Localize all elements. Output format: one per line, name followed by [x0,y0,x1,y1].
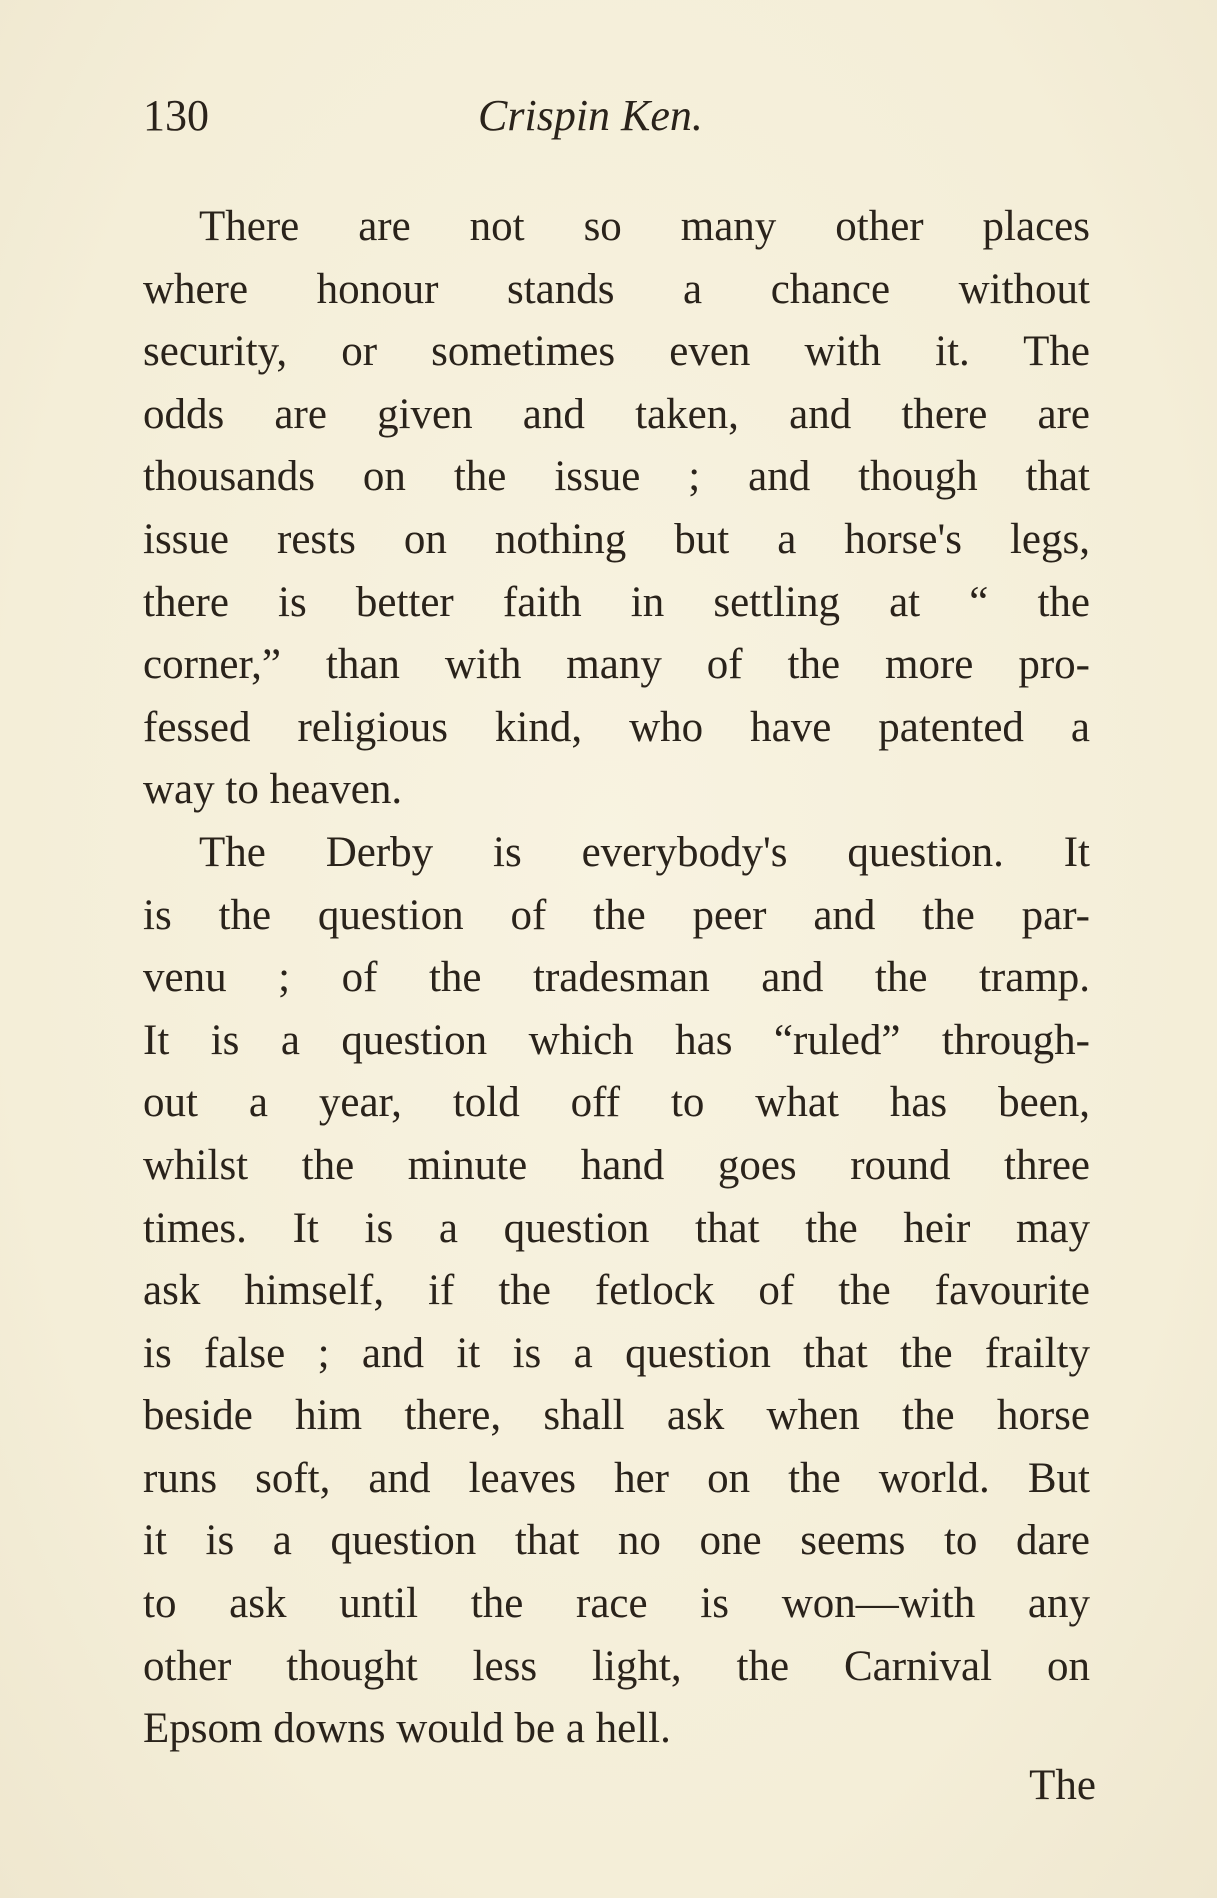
text-line: Epsom downs would be a hell. [143,1705,671,1753]
text-line: corner,” than with many of the more pro- [143,641,1090,689]
text-line: to ask until the race is won—with any [143,1580,1090,1628]
text-line: runs soft, and leaves her on the world. But [143,1454,1090,1502]
text-line: It is a question which has “ruled” through- [143,1016,1090,1064]
text-line: other thought less light, the Carnival on [143,1642,1090,1690]
text-line: way to heaven. [143,766,403,814]
text-line: There are not so many other places [199,203,1090,250]
text-line: security, or sometimes even with it. The [143,328,1090,376]
text-line: thousands on the issue ; and though that [143,453,1090,501]
text-line: ask himself, if the fetlock of the favourite [143,1267,1090,1315]
text-line: beside him there, shall ask when the horse [143,1392,1090,1440]
text-line: where honour stands a chance without [143,265,1090,313]
text-line: out a year, told off to what has been, [143,1079,1090,1127]
text-line: issue rests on nothing but a horse's legs, [143,515,1090,563]
text-line: fessed religious kind, who have patented a [143,703,1090,751]
text-line: times. It is a question that the heir may [143,1204,1090,1252]
text-line: is the question of the peer and the par- [143,891,1090,939]
text-line: The Derby is everybody's question. It [199,828,1090,876]
text-line: there is better faith in settling at “ the [143,578,1090,626]
page-number: 130 [143,91,209,140]
catchword: The [1029,1762,1096,1809]
text-line: is false ; and it is a question that the frailty [143,1329,1090,1377]
text-line: venu ; of the tradesman and the tramp. [143,954,1090,1002]
running-head [143,88,1090,144]
running-title: Crispin Ken. [478,91,703,140]
text-line: it is a question that no one seems to dare [143,1517,1090,1565]
text-line: odds are given and taken, and there are [143,390,1090,438]
body-text [143,196,1090,1761]
text-line: whilst the minute hand goes round three [143,1141,1090,1189]
